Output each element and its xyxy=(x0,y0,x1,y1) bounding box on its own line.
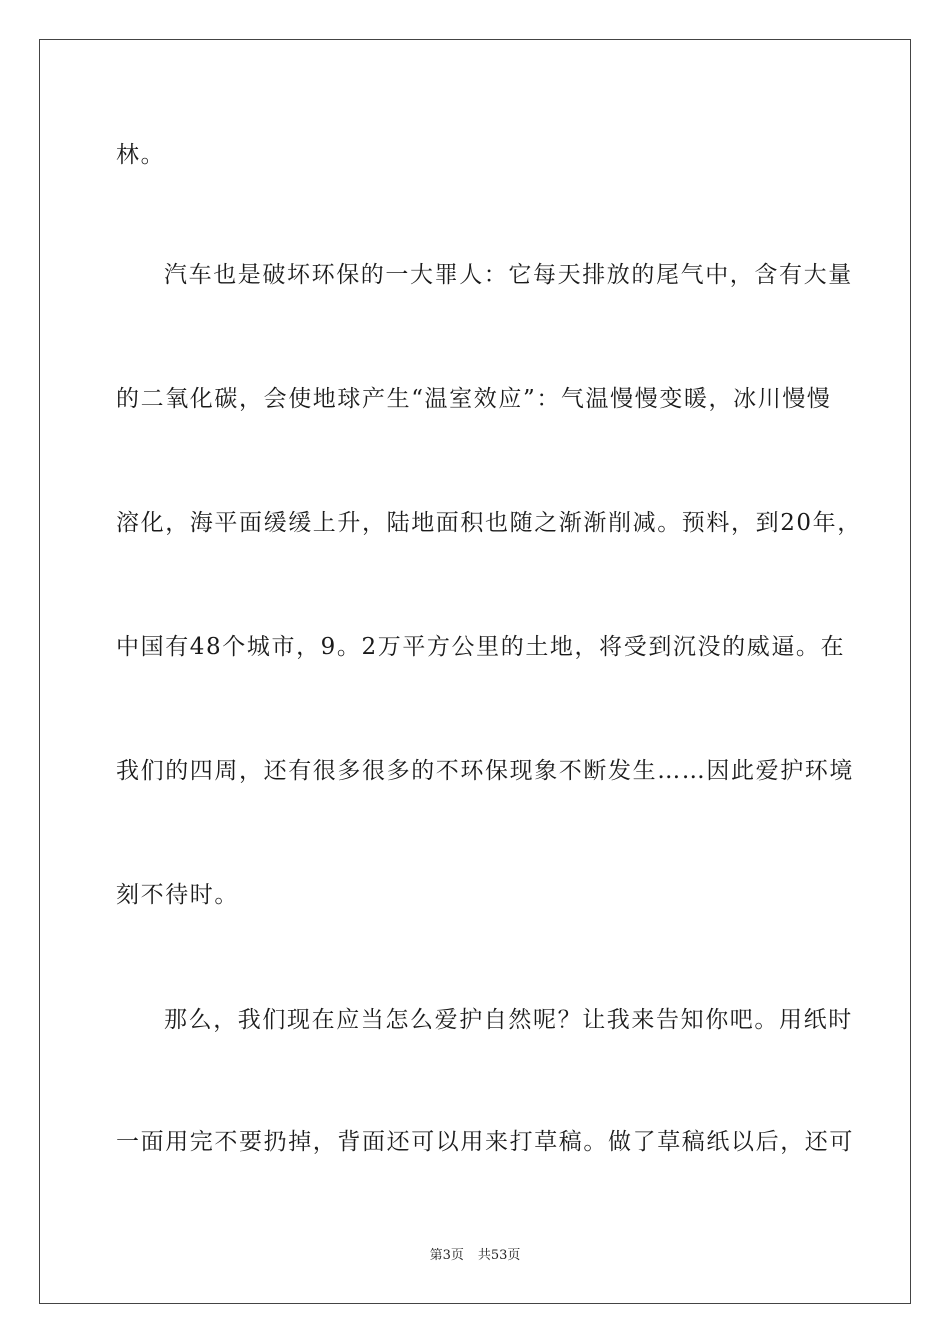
text-line: 一面用完不要扔掉，背面还可以用来打草稿。做了草稿纸以后，还可 xyxy=(116,1129,854,1155)
paragraph-start-line: 那么，我们现在应当怎么爱护自然呢？让我来告知你吧。用纸时 xyxy=(164,1007,853,1033)
text-line: 刻不待时。 xyxy=(116,882,239,908)
total-pages: 共53页 xyxy=(477,1248,521,1263)
text-line: 林。 xyxy=(116,142,166,168)
text-line: 溶化，海平面缓缓上升，陆地面积也随之渐渐削减。预料，到20年， xyxy=(116,510,862,536)
page-footer xyxy=(0,1247,950,1265)
paragraph-start-line: 汽车也是破坏环保的一大罪人：它每天排放的尾气中，含有大量 xyxy=(164,262,853,288)
page-border xyxy=(39,39,911,1304)
text-line: 的二氧化碳，会使地球产生“温室效应”：气温慢慢变暖，冰川慢慢 xyxy=(116,386,832,412)
page-number: 第3页 xyxy=(429,1248,464,1263)
text-line: 我们的四周，还有很多很多的不环保现象不断发生……因此爱护环境 xyxy=(116,758,854,784)
text-line: 中国有48个城市，9。2万平方公里的土地，将受到沉没的威逼。在 xyxy=(116,634,846,660)
